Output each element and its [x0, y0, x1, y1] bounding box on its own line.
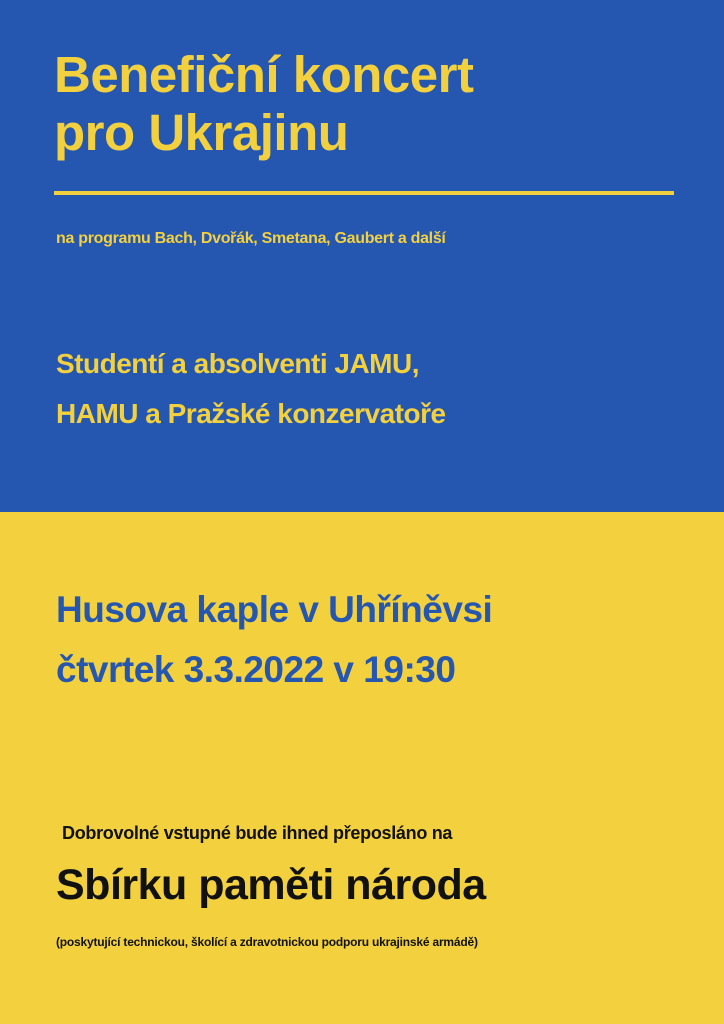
- datetime-text: čtvrtek 3.3.2022 v 19:30: [56, 649, 456, 690]
- performers-line-1: Studentí a absolventi JAMU,: [56, 348, 419, 379]
- fund-note: (poskytující technickou, školící a zdravotnickou podporu ukrajinské armádě): [56, 935, 478, 949]
- title-line-1: Benefiční koncert: [54, 46, 474, 103]
- event-details: [56, 580, 492, 700]
- title-line-2: pro Ukrajinu: [54, 104, 349, 161]
- admission-text: Dobrovolné vstupné bude ihned přeposláno na: [62, 823, 453, 843]
- performers-line-2: HAMU a Pražské konzervatoře: [56, 398, 446, 429]
- poster-title: [54, 46, 694, 162]
- fund-name: Sbírku paměti národa: [56, 861, 486, 909]
- program-text: na programu Bach, Dvořák, Smetana, Gaubert a další: [56, 230, 446, 247]
- title-divider: [54, 191, 674, 195]
- performers-text: [56, 339, 446, 439]
- venue-text: Husova kaple v Uhříněvsi: [56, 589, 493, 630]
